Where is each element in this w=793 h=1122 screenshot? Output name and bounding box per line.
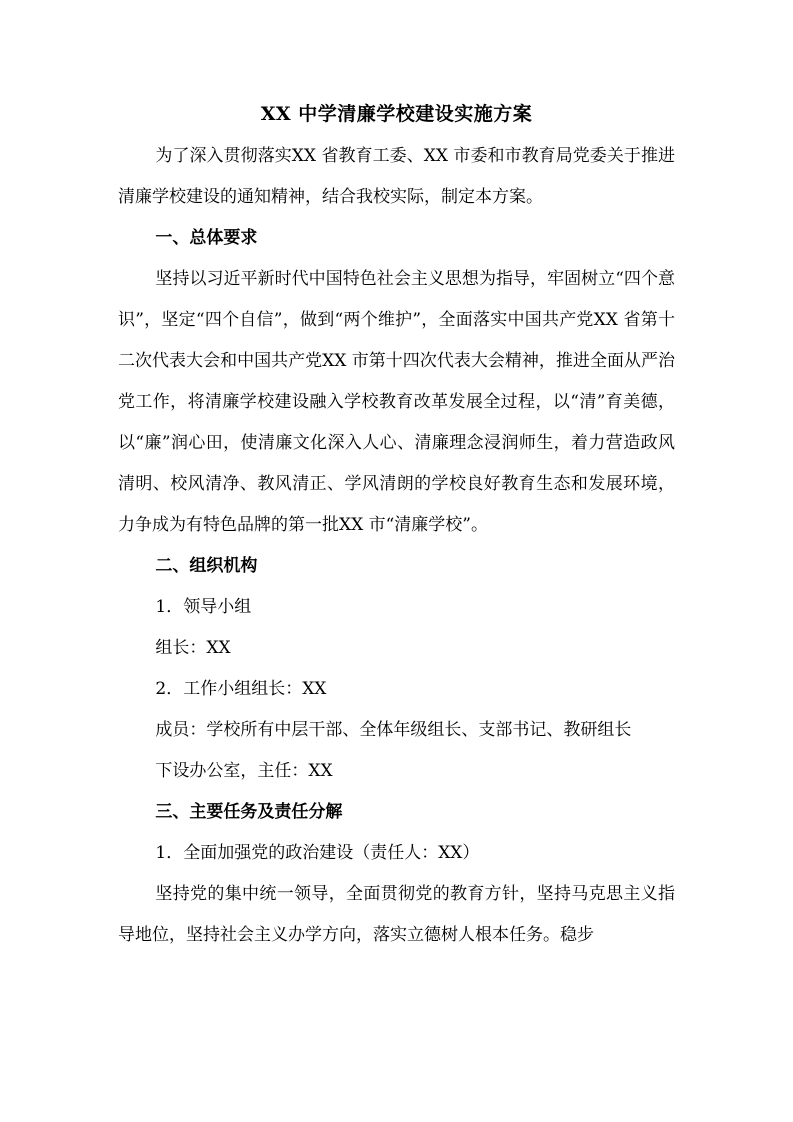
intro-paragraph: 为了深入贯彻落实XX 省教育工委、XX 市委和市教育局党委关于推进清廉学校建设的通知精神，结合我校实际，制定本方案。 xyxy=(118,146,675,207)
document-title: XX 中学清廉学校建设实施方案 xyxy=(260,103,533,125)
political-construction-paragraph: 坚持党的集中统一领导，全面贯彻党的教育方针，坚持马克思主义指导地位，坚持社会主义办学方向，落实立德树人根本任务。稳步 xyxy=(118,884,675,945)
section-heading-general-requirements: 一、总体要求 xyxy=(155,228,258,248)
subheading-political-construction: 1．全面加强党的政治建设（责任人：XX） xyxy=(155,843,480,863)
group-leader-line: 组长：XX xyxy=(155,638,231,658)
section-heading-organization: 二、组织机构 xyxy=(155,556,258,576)
section-heading-main-tasks: 三、主要任务及责任分解 xyxy=(155,802,343,822)
office-director-line: 下设办公室，主任：XX xyxy=(155,761,333,781)
members-line: 成员：学校所有中层干部、全体年级组长、支部书记、教研组长 xyxy=(155,720,632,740)
working-group-leader-line: 2．工作小组组长：XX xyxy=(155,679,327,699)
subheading-leading-group: 1．领导小组 xyxy=(155,597,252,617)
general-requirements-paragraph: 坚持以习近平新时代中国特色社会主义思想为指导，牢固树立“四个意识”，坚定“四个自信”，做到“两个维护”，全面落实中国共产党XX 省第十二次代表大会和中国共产党XX 市第十四次代表大会精神，推进全面从严治党工作，将清廉学校建设融入学校教育改革发展全过程，以“清”育美德，以“廉”润心田，使清廉文化深入人心、清廉理念浸润师生，着力营造政风清明、校风清净、教风清正、学风清朗的学校良好教育生态和发展环境，力争成为有特色品牌的第一批XX 市“清廉学校”。 xyxy=(118,269,675,535)
